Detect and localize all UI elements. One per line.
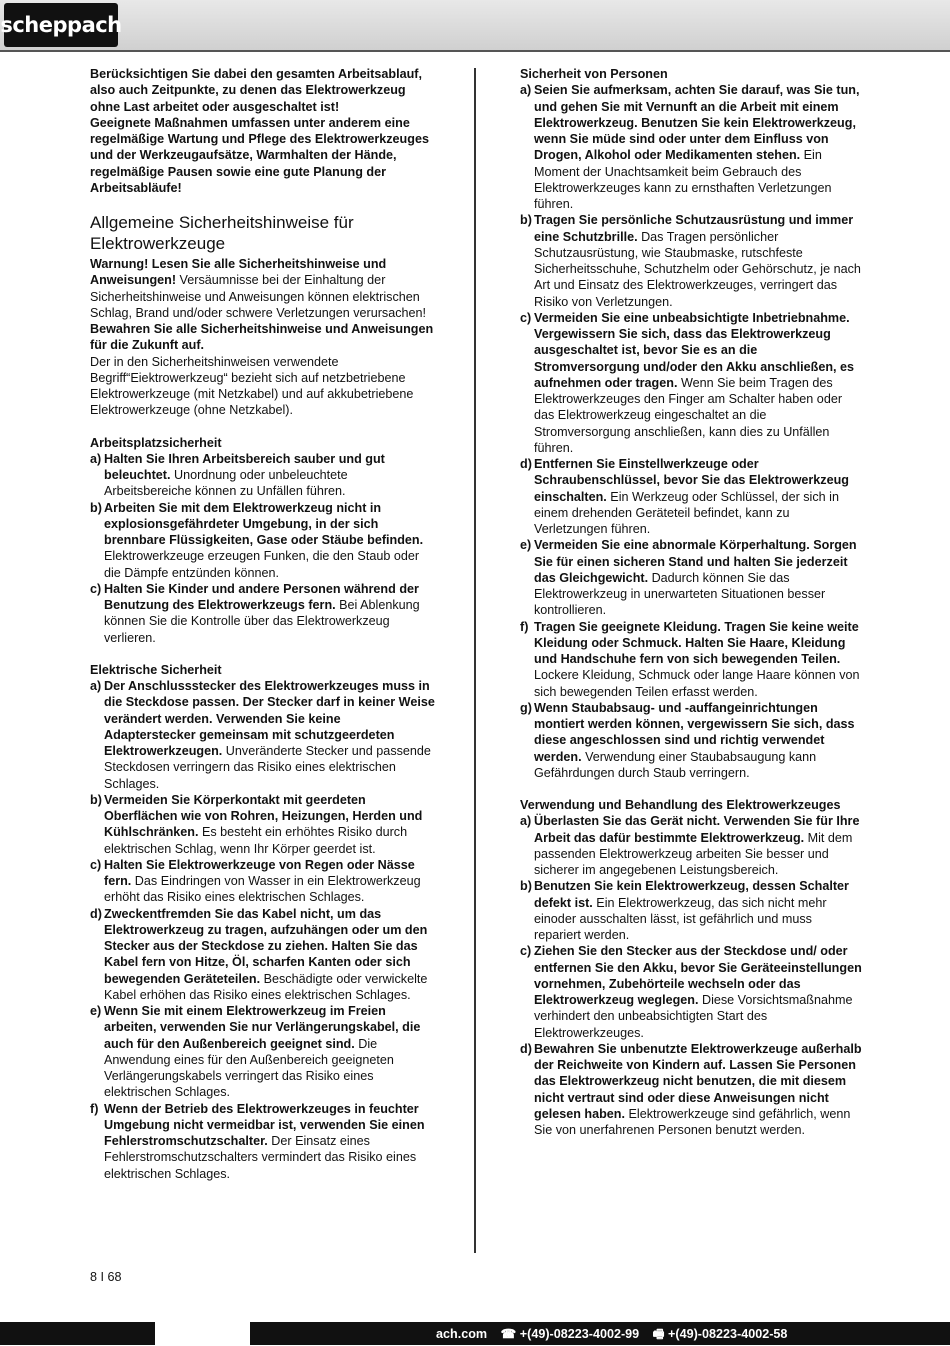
item-letter: a) — [520, 814, 532, 829]
item-bold-text: Seien Sie aufmerksam, achten Sie darauf, was Sie tun, und gehen Sie mit Vernunft an die Arbeit mit einem Elektrowerkzeug. Benutzen Sie kein Elektrowerkzeug, wenn Sie müde sind oder unter dem Einfluss von Drogen, Alkohol oder Medikamenten stehen. — [534, 83, 860, 163]
item-bold-text: Arbeiten Sie mit dem Elektrowerkzeug nicht in explosionsgefährdeter Umgebung, in der sich brennbare Flüssigkeiten, Gase oder Stäube befinden. — [104, 500, 424, 547]
item-bold-text: Halten Sie Ihren Arbeitsbereich sauber und gut beleuchtet. — [104, 451, 385, 482]
list-item — [90, 451, 435, 500]
item-letter: b) — [520, 213, 532, 228]
list-item — [90, 678, 435, 792]
list-item — [520, 82, 862, 212]
item-letter: d) — [520, 1041, 532, 1056]
list-item — [520, 212, 862, 310]
item-text — [104, 451, 435, 500]
item-normal-text: Ein Moment der Unachtsamkeit beim Gebrauch des Elektrowerkzeuges kann zu ernsthaften Verletzungen führen. — [534, 148, 832, 211]
item-letter: b) — [520, 879, 532, 894]
list-item — [90, 906, 435, 1004]
item-letter: g) — [520, 700, 532, 715]
item-normal-text: Das Eindringen von Wasser in ein Elektrowerkzeug erhöht das Risiko eines elektrischen Schlages. — [104, 874, 421, 905]
tool-use-title: Verwendung und Behandlung des Elektrowerkzeuges — [520, 798, 841, 812]
item-text — [534, 619, 862, 700]
item-bold-text: Vermeiden Sie eine unbeabsichtigte Inbetriebnahme. Vergewissern Sie sich, dass das Elektrowerkzeug ausgeschaltet ist, bevor Sie es an die Stromversorgung und/oder den Akku anschließen, es aufnehmen oder tragen. — [534, 310, 855, 390]
tool-use-list — [520, 813, 862, 1138]
item-normal-text: Verwendung einer Staubabsaugung kann Gefährdungen durch Staub verringern. — [534, 749, 817, 780]
item-text — [534, 813, 862, 878]
item-bold-text: Zweckentfremden Sie das Kabel nicht, um das Elektrowerkzeug zu tragen, aufzuhängen oder um den Stecker aus der Steckdose zu ziehen. Halten Sie das Kabel fern von Hitze, Öl, scharfen Kanten oder sich bewegenden Geräteteilen. — [104, 906, 428, 986]
list-item — [90, 1101, 435, 1182]
page-footer — [0, 1322, 950, 1345]
item-letter: d) — [520, 457, 532, 471]
item-normal-text: Elektrowerkzeuge erzeugen Funken, die den Staub oder die Dämpfe entzünden können. — [104, 549, 420, 580]
item-text — [104, 1003, 435, 1101]
item-letter: f) — [520, 619, 529, 634]
item-normal-text: Die Anwendung eines für den Außenbereich geeigneten Verlängerungskabels verringert das Risiko eines elektrischen Schlages. — [104, 1036, 394, 1100]
work-safety-title: Arbeitsplatzsicherheit — [90, 435, 222, 450]
list-item — [520, 619, 862, 700]
work-safety-list — [90, 451, 435, 646]
brand-logo — [0, 3, 122, 47]
item-normal-text: Beschädigte oder verwickelte Kabel erhöhen das Risiko eines elektrischen Schlages. — [104, 971, 428, 1002]
item-bold-text: Wenn Staubabsaug- und -auffangeinrichtungen montiert werden können, vergewissern Sie sich, dass diese angeschlossen sind und richtig verwendet werden. — [534, 700, 855, 764]
item-letter: b) — [90, 792, 102, 807]
item-text — [104, 678, 435, 792]
page-number: 8 I 68 — [90, 1270, 122, 1284]
item-text — [534, 456, 862, 537]
item-normal-text: Ein Elektrowerkzeug, das sich nicht mehr einoder ausschalten lässt, ist gefährlich und muss repariert werden. — [534, 895, 827, 942]
item-normal-text: Elektrowerkzeuge sind gefährlich, wenn Sie von unerfahrenen Personen benutzt werden. — [534, 1106, 851, 1137]
item-letter: c) — [520, 310, 532, 325]
right-column — [520, 66, 862, 1138]
item-letter: c) — [520, 944, 532, 959]
item-normal-text: Wenn Sie beim Tragen des Elektrowerkzeuges den Finger am Schalter haben oder das Elektrowerkzeug eingeschaltet an die Stromversorgung anschließen, kann dies zu Unfällen führen. — [534, 375, 843, 455]
item-bold-text: Wenn der Betrieb des Elektrowerkzeuges in feuchter Umgebung nicht vermeidbar ist, verwenden Sie einen Fehlerstromschutzschalter. — [104, 1101, 425, 1148]
term-definition: Der in den Sicherheitshinweisen verwendete Begriff“Eiektrowerkzeug“ bezieht sich auf netzbetriebene Elektrowerkzeuge (mit Netzkabel) und auf akkubetriebene Elektrowerkzeuge (ohne Netzkabel). — [90, 354, 414, 418]
item-text — [534, 700, 862, 781]
item-text — [534, 82, 862, 212]
item-normal-text: Mit dem passenden Elektrowerkzeug arbeiten Sie besser und sicherer im angegebenen Leistungsbereich. — [534, 830, 853, 877]
warning-paragraph — [90, 256, 435, 321]
item-bold-text: Entfernen Sie Einstellwerkzeuge oder Schraubenschlüssel, bevor Sie das Elektrowerkzeug einschalten. — [534, 457, 849, 504]
item-bold-text: Bewahren Sie unbenutzte Elektrowerkzeuge außerhalb der Reichweite von Kindern auf. Lassen Sie Personen das Elektrowerkzeug nicht benutzen, die mit diesem nicht vertraut sind oder diese Anweisungen nicht gelesen haben. — [534, 1041, 862, 1121]
item-text — [104, 1101, 435, 1182]
item-text — [534, 537, 862, 618]
item-text — [534, 1041, 862, 1139]
item-text — [534, 878, 862, 943]
item-text — [104, 857, 435, 906]
list-item — [520, 943, 862, 1041]
item-letter: c) — [90, 857, 102, 872]
item-normal-text: Das Tragen persönlicher Schutzausrüstung, wie Staubmaske, rutschfeste Sicherheitsschuhe, Schutzhelm oder Gehörschutz, je nach Art und Einsatz des Elektrowerkzeuges, verringert das Risiko von Verletzungen. — [534, 229, 861, 309]
item-text — [104, 792, 435, 857]
list-item — [90, 857, 435, 906]
item-text — [534, 212, 862, 310]
item-normal-text: Diese Vorsichtsmaßnahme verhindert den unbeabsichtigten Start des Elektrowerkzeuges. — [534, 993, 853, 1040]
list-item — [90, 792, 435, 857]
footer-contact — [436, 1325, 797, 1346]
item-bold-text: Halten Sie Kinder und andere Personen während der Benutzung des Elektrowerkzeugs fern. — [104, 581, 419, 612]
list-item — [520, 700, 862, 781]
footer-phone: ☎ +(49)-08223-4002-99 — [500, 1327, 640, 1341]
item-bold-text: Ziehen Sie den Stecker aus der Steckdose und/ oder entfernen Sie den Akku, bevor Sie Geräteeinstellungen vornehmen, Zubehörteile wechseln oder das Elektrowerkzeug weglegen. — [534, 944, 862, 1007]
electrical-safety-title: Elektrische Sicherheit — [90, 662, 222, 677]
item-text — [534, 310, 862, 456]
intro-paragraph-2: Geeignete Maßnahmen umfassen unter anderem eine regelmäßige Wartung und Pflege des Elektrowerkzeuges und der Werkzeugaufsätze, Warmhalten der Hände, regelmäßige Pausen sowie eine gute Planung der Arbeitsabläufe! — [90, 115, 429, 195]
column-divider — [474, 68, 476, 1253]
item-text — [534, 943, 862, 1041]
item-letter: a) — [520, 83, 532, 98]
intro-paragraph-1: Berücksichtigen Sie dabei den gesamten Arbeitsablauf, also auch Zeitpunkte, zu denen das Elektrowerkzeug ohne Last arbeitet oder ausgeschaltet ist! — [90, 67, 422, 114]
item-normal-text: Unordnung oder unbeleuchtete Arbeitsbereiche können zu Unfällen führen. — [104, 468, 348, 499]
footer-website: ach.com — [436, 1327, 488, 1341]
list-item — [520, 878, 862, 943]
item-bold-text: Tragen Sie geeignete Kleidung. Tragen Sie keine weite Kleidung oder Schmuck. Halten Sie Haare, Kleidung und Handschuhe fern von sich bewegenden Teilen. — [534, 619, 859, 666]
item-bold-text: Tragen Sie persönliche Schutzausrüstung und immer eine Schutzbrille. — [534, 213, 854, 244]
item-normal-text: Unveränderte Stecker und passende Steckdosen verringern das Risiko eines elektrischen Schlages. — [104, 744, 431, 791]
item-normal-text: Dadurch können Sie das Elektrowerkzeug in unerwarteten Situationen besser kontrollieren. — [534, 570, 826, 618]
item-letter: a) — [90, 679, 102, 693]
list-item — [520, 310, 862, 456]
item-bold-text: Vermeiden Sie Körperkontakt mit geerdeten Oberflächen wie von Rohren, Heizungen, Herden und Kühlschränken. — [104, 792, 423, 840]
list-item — [520, 1041, 862, 1139]
item-letter: e) — [90, 1004, 102, 1018]
item-bold-text: Überlasten Sie das Gerät nicht. Verwenden Sie für Ihre Arbeit das dafür bestimmte Elektrowerkzeug. — [534, 814, 860, 845]
item-bold-text: Halten Sie Elektrowerkzeuge von Regen oder Nässe fern. — [104, 857, 415, 888]
electrical-safety-list — [90, 678, 435, 1182]
list-item — [520, 813, 862, 878]
item-bold-text: Benutzen Sie kein Elektrowerkzeug, dessen Schalter defekt ist. — [534, 879, 849, 910]
footer-fax: 🖷 +(49)-08223-4002-58 — [652, 1327, 788, 1341]
item-text — [104, 906, 435, 1004]
item-normal-text: Es besteht ein erhöhtes Risiko durch elektrischen Schlag, wenn Ihr Körper geerdet ist. — [104, 825, 408, 856]
item-normal-text: Der Einsatz eines Fehlerstromschutzschalters vermindert das Risiko eines elektrischen Schlages. — [104, 1134, 417, 1181]
item-bold-text: Vermeiden Sie eine abnormale Körperhaltung. Sorgen Sie für einen sicheren Stand und halten Sie jederzeit das Gleichgewicht. — [534, 538, 857, 585]
item-letter: b) — [90, 500, 102, 515]
item-letter: f) — [90, 1101, 99, 1116]
page-header — [0, 0, 950, 52]
item-letter: c) — [90, 581, 102, 596]
item-bold-text: Wenn Sie mit einem Elektrowerkzeug im Freien arbeiten, verwenden Sie nur Verlängerungskabel, die auch für den Außenbereich geeignet sind. — [104, 1004, 421, 1051]
footer-white-block — [155, 1322, 250, 1345]
item-normal-text: Ein Werkzeug oder Schlüssel, der sich in einem drehenden Geräteteil befindet, kann zu Verletzungen führen. — [534, 489, 839, 536]
list-item — [90, 1003, 435, 1101]
section-heading: Allgemeine Sicherheitshinweise für Elektrowerkzeuge — [90, 213, 354, 253]
item-text — [104, 581, 435, 646]
left-column — [90, 66, 435, 1182]
brand-logo-text: scheppach — [0, 13, 122, 37]
item-letter: a) — [90, 451, 102, 466]
warning-text: Versäumnisse bei der Einhaltung der Sicherheitshinweise und Anweisungen können elektrischen Schlag, Brand und/oder schwere Verletzungen verursachen! — [90, 273, 427, 320]
list-item — [520, 456, 862, 537]
item-letter: e) — [520, 538, 532, 553]
item-normal-text: Lockere Kleidung, Schmuck oder lange Haare können von sich bewegenden Teilen erfasst werden. — [534, 668, 860, 699]
personal-safety-title: Sicherheit von Personen — [520, 67, 668, 81]
item-text — [104, 500, 435, 581]
item-bold-text: Der Anschlussstecker des Elektrowerkzeuges muss in die Steckdose passen. Der Stecker darf in keiner Weise verändert werden. Verwenden Sie keine Adapterstecker gemeinsam mit schutzgeerdeten Elektrowerkzeugen. — [104, 679, 435, 758]
list-item — [90, 500, 435, 581]
keep-instructions: Bewahren Sie alle Sicherheitshinweise und Anweisungen für die Zukunft auf. — [90, 322, 434, 353]
personal-safety-list — [520, 82, 862, 781]
warning-bold: Warnung! Lesen Sie alle Sicherheitshinweise und Anweisungen! — [90, 257, 387, 288]
item-letter: d) — [90, 906, 102, 921]
list-item — [90, 581, 435, 646]
list-item — [520, 537, 862, 618]
item-normal-text: Bei Ablenkung können Sie die Kontrolle über das Elektrowerkzeug verlieren. — [104, 598, 420, 645]
